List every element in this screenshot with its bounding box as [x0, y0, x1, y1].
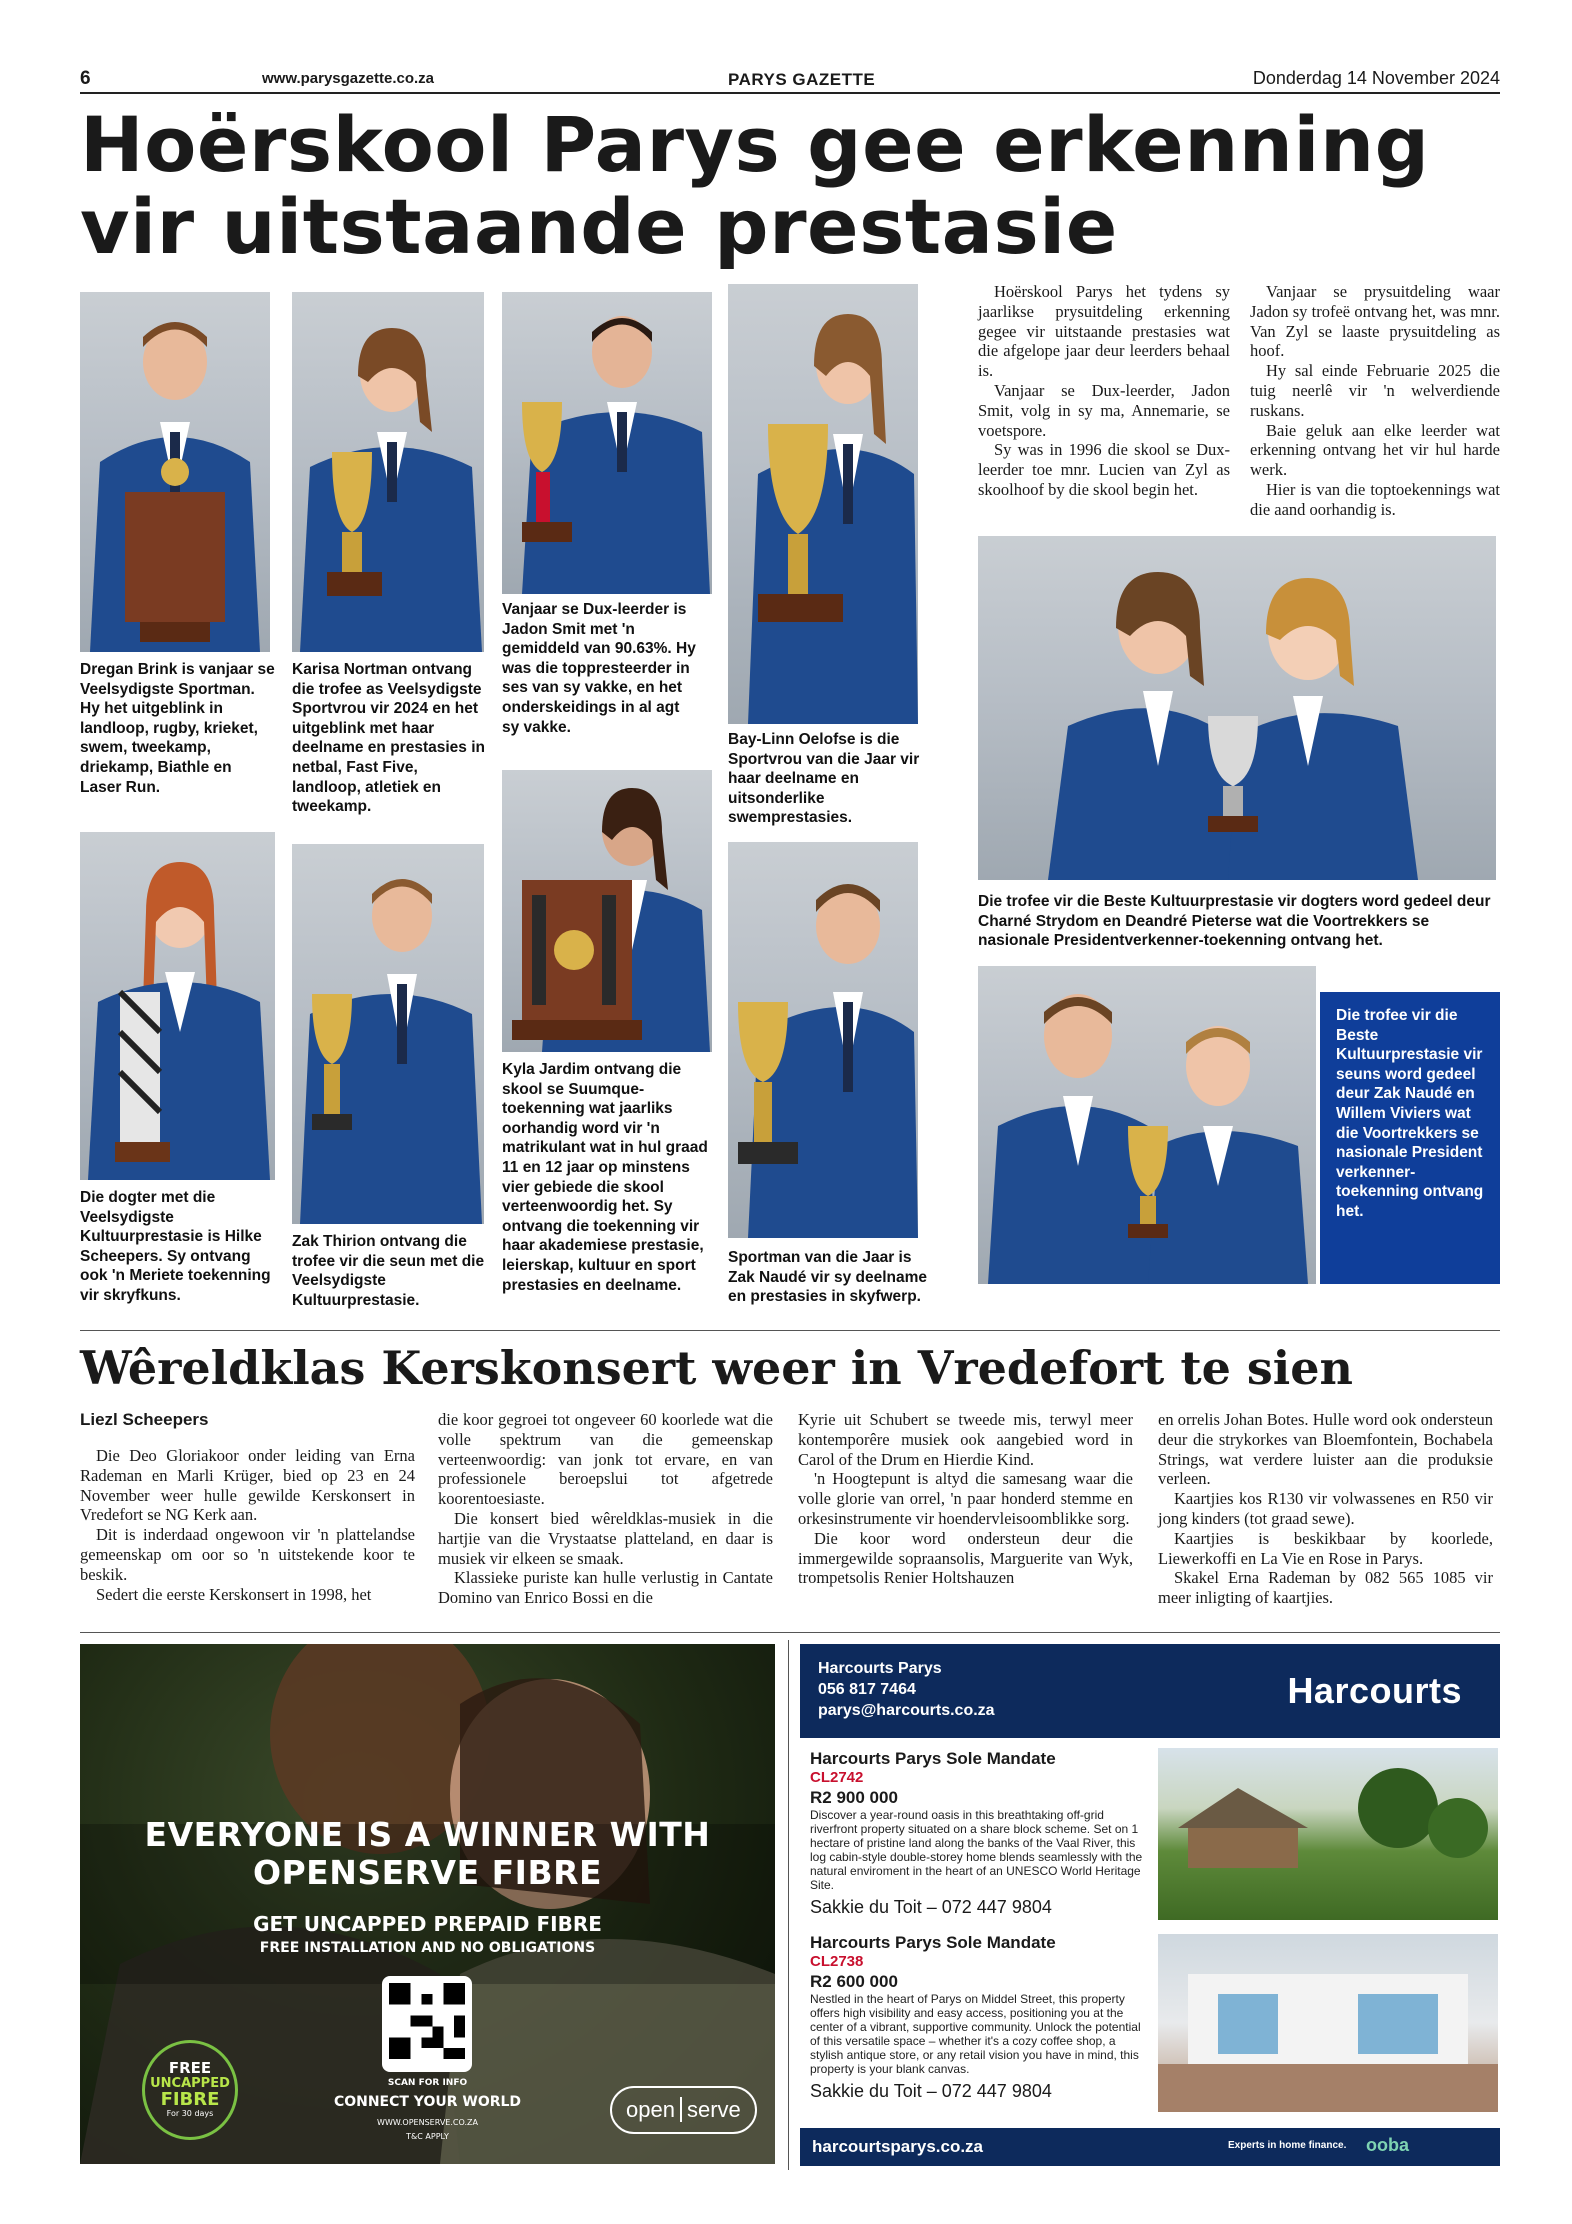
paragraph: 'n Hoogtepunt is altyd die samesang waar die volle glorie van orrel, 'n paar honderd stemme en orkesinstrumente vir hoendervleisoomblikke sorg. — [798, 1469, 1133, 1528]
headline-line-2: vir uitstaande prestasie — [80, 182, 1118, 271]
office-name: Harcourts Parys — [818, 1660, 942, 1677]
photo-boys-pair — [978, 966, 1316, 1284]
article-col-1 — [978, 282, 1230, 500]
paragraph: die koor gegroei tot ongeveer 60 koorlede wat die volle spektrum van die gemeenskap verteenwoordig: van jonk tot ervare, en van professionele beroepslui tot afgetrede koorentoesiaste. — [438, 1410, 773, 1509]
listing-contact[interactable]: Sakkie du Toit – 072 447 9804 — [810, 1897, 1052, 1917]
harcourts-logo: Harcourts — [1287, 1670, 1462, 1711]
openserve-logo — [610, 2086, 757, 2134]
qr-code-icon[interactable] — [382, 1976, 472, 2072]
ooba-logo: ooba — [1366, 2135, 1409, 2155]
caption-kyla: Kyla Jardim ontvang die skool se Suumque-toekenning wat jaarliks oorhandig word vir 'n matrikulant wat in hul graad 11 en 12 jaar op minstens vier gebiede die skool verteenwoordig het. Sy ontvang die toekenning vir haar akademiese prestasie, leierskap, kultuur en sport prestasies en deelname. — [502, 1061, 708, 1294]
badge-line: For 30 days — [166, 2109, 214, 2118]
paragraph: Die koor word ondersteun deur die immergewilde sopraansolis, Marguerite van Wyk, trompetsolis Renier Holtshauzen — [798, 1528, 1133, 1588]
paragraph: Klassieke puriste kan hulle verlustig in Cantate Domino van Enrico Bossi en die — [438, 1568, 773, 1608]
caption-bay-linn: Bay-Linn Oelofse is die Sportvrou van die Jaar vir haar deelname en uitsonderlike swemprestasies. — [728, 731, 920, 827]
uncapped-fibre-badge — [142, 2040, 238, 2140]
listing-description: Nestled in the heart of Parys on Middel Street, this property offers high visibility and easy access, positioning you at the center of a vibrant, supportive community. Unlock the potential of this versatile space – whether it's a cozy coffee shop, a stylish antique store, or any retail vision you have in mind, this property is your blank canvas. — [810, 1992, 1141, 2076]
ad-website[interactable]: WWW.OPENSERVE.CO.ZA — [377, 2118, 478, 2127]
caption-zak-thirion: Zak Thirion ontvang die trofee vir die seun met die Veelsydigste Kultuurprestasie. — [292, 1233, 485, 1309]
paragraph: Vanjaar se Dux-leerder, Jadon Smit, volg in sy ma, Annemarie, se voetspore. — [978, 380, 1230, 440]
connect-label: CONNECT YOUR WORLD — [333, 2094, 522, 2110]
page-header — [80, 68, 1500, 92]
article2-byline: Liezl Scheepers — [80, 1410, 209, 1429]
harcourts-ad[interactable] — [800, 1644, 1500, 2166]
article-col-2 — [1250, 282, 1500, 520]
paragraph: Hier is van die toptoekennings wat die aand oorhandig is. — [1250, 479, 1500, 519]
photo-zak-thirion — [292, 844, 484, 1224]
harcourts-contact — [818, 1658, 995, 1721]
paragraph: Kaartjies is beskikbaar by koorlede, Liewerkoffi en La Vie en Rose in Parys. — [1158, 1528, 1493, 1568]
caption-boys-pair-box: Die trofee vir die Beste Kultuurprestasie vir seuns word gedeel deur Zak Naudé en Willem Viviers wat die Voortrekkers se nasionale President verkenner-toekenning ontvang het. — [1320, 992, 1500, 1284]
paragraph: Hy sal einde Februarie 2025 die tuig neerlê vir 'n welverdiende ruskans. — [1250, 361, 1500, 420]
paragraph: Skakel Erna Rademan by 082 565 1085 vir meer inligting of kaartjies. — [1158, 1568, 1493, 1608]
openserve-ad[interactable] — [80, 1644, 775, 2164]
listing-contact[interactable]: Sakkie du Toit – 072 447 9804 — [810, 2081, 1052, 2101]
article2-headline: Wêreldklas Kerskonsert weer in Vredefort te sien — [80, 1341, 1353, 1395]
listing-2-photo — [1158, 1934, 1498, 2112]
listing-title: Harcourts Parys Sole Mandate — [810, 1749, 1056, 1768]
paragraph: Kaartjies kos R130 vir volwassenes en R50 vir jong kinders (tot graad sewe). — [1158, 1489, 1493, 1528]
listing-2[interactable] — [810, 1932, 1150, 2103]
section-rule — [80, 1330, 1500, 1331]
paragraph: Sy was in 1996 die skool se Dux-leerder toe mnr. Lucien van Zyl as skoolhoof by die skool begin het. — [978, 440, 1230, 499]
paragraph: Vanjaar se prysuitdeling waar Jadon sy trofeë ontvang het, was mnr. Van Zyl se laaste prysuitdeling as hoof. — [1250, 282, 1500, 361]
article2-col-2 — [438, 1410, 773, 1608]
paragraph: Kyrie uit Schubert se tweede mis, terwyl meer kontemporêre musiek ook aangebied word in Carol of the Drum en Hierdie Kind. — [798, 1410, 1133, 1469]
ad-title-2: OPENSERVE FIBRE — [252, 1853, 603, 1892]
caption-hilke: Die dogter met die Veelsydigste Kultuurprestasie is Hilke Scheepers. Sy ontvang ook 'n Meriete toekenning vir skryfkuns. — [80, 1189, 271, 1304]
office-phone[interactable]: 056 817 7464 — [818, 1681, 916, 1698]
listing-ref: CL2738 — [810, 1953, 864, 1970]
photo-karisa-nortman — [292, 292, 484, 652]
listing-price: R2 600 000 — [810, 1972, 898, 1991]
photo-kyla-jardim — [502, 770, 712, 1052]
badge-line: FREE — [168, 2059, 212, 2077]
ad-title-1: EVERYONE IS A WINNER WITH — [144, 1815, 711, 1854]
caption-girls-pair: Die trofee vir die Beste Kultuurprestasie vir dogters word gedeel deur Charné Strydom en Deandré Pieterse wat die Voortrekkers se nasionale Presidentverkenner-toekenning ontvang het. — [978, 893, 1491, 950]
caption-dregan: Dregan Brink is vanjaar se Veelsydigste Sportman. Hy het uitgeblink in landloop, rugby, krieket, swem, tweekamp, driekamp, Biathle en Laser Run. — [80, 661, 275, 796]
ad-subtitle-2: FREE INSTALLATION AND NO OBLIGATIONS — [259, 1940, 596, 1956]
harcourts-header — [800, 1644, 1500, 1738]
page-number: 6 — [80, 68, 91, 89]
footer-url[interactable]: harcourtsparys.co.za — [812, 2137, 984, 2156]
photo-bay-linn-oelofse — [728, 284, 918, 724]
paragraph: Hoërskool Parys het tydens sy jaarlikse prysuitdeling erkenning gegee vir uitstaande prestasies wat die afgelope jaar deur leerders behaal is. — [978, 282, 1230, 381]
article2-col-4 — [1158, 1410, 1493, 1608]
harcourts-footer — [800, 2128, 1500, 2166]
caption-karisa: Karisa Nortman ontvang die trofee as Veelsydigste Sportvrou vir 2024 en het uitgeblink met haar deelname en prestasies in netbal, Fast Five, landloop, atletiek en tweekamp. — [292, 661, 485, 816]
site-url[interactable]: www.parysgazette.co.za — [262, 70, 435, 87]
article2-col-3 — [798, 1410, 1133, 1588]
ad-tc: T&C APPLY — [406, 2132, 449, 2141]
ads-rule — [80, 1632, 1500, 1633]
badge-line: UNCAPPED — [150, 2076, 230, 2091]
photo-girls-pair — [978, 536, 1496, 880]
badge-line: FIBRE — [160, 2089, 220, 2110]
paragraph: Sedert die eerste Kerskonsert in 1998, het — [96, 1584, 372, 1604]
article-headline — [80, 100, 1520, 271]
caption-zak-naude: Sportman van die Jaar is Zak Naudé vir sy deelname en prestasies in skyfwerp. — [728, 1249, 928, 1306]
paragraph: Die Deo Gloriakoor onder leiding van Erna Rademan en Marli Krüger, bied op 23 en 24 November weer hulle gewilde Kerskonsert in Vredefort se NG Kerk aan. — [80, 1446, 415, 1525]
listing-price: R2 900 000 — [810, 1788, 898, 1807]
office-email[interactable]: parys@harcourts.co.za — [818, 1702, 995, 1719]
photo-jadon-smit — [502, 292, 712, 594]
ads-divider — [788, 1640, 789, 2170]
headline-line-1: Hoërskool Parys gee erkenning — [80, 100, 1430, 189]
photo-hilke-scheepers — [80, 832, 275, 1180]
listing-description: Discover a year-round oasis in this breathtaking off-grid riverfront property situated on a share block scheme. Set on 1 hectare of pristine land along the banks of the Vaal River, this log cabin-style double-storey home blends seamlessly with the natural enviroment in the heart of an UNESCO World Heritage Site. — [810, 1808, 1143, 1892]
footer-tag: Experts in home finance. — [1228, 2140, 1347, 2151]
header-rule — [80, 92, 1500, 94]
paragraph: Baie geluk aan elke leerder wat erkenning ontvang het vir hul harde werk. — [1250, 420, 1500, 480]
article2-col-1 — [80, 1446, 415, 1604]
logo-part: serve — [686, 2097, 741, 2122]
ad-subtitle: GET UNCAPPED PREPAID FIBRE — [253, 1912, 602, 1936]
caption-jadon: Vanjaar se Dux-leerder is Jadon Smit met 'n gemiddeld van 90.63%. Hy was die toppresteerder in ses van sy vakke, en het onderskeidings in al agt sy vakke. — [502, 601, 696, 736]
listing-title: Harcourts Parys Sole Mandate — [810, 1933, 1056, 1952]
issue-date: Donderdag 14 November 2024 — [1252, 68, 1500, 88]
listing-ref: CL2742 — [810, 1769, 864, 1786]
photo-zak-naude — [728, 842, 918, 1238]
photo-dregan-brink — [80, 292, 270, 652]
paragraph: Die konsert bied wêreldklas-musiek in die hartjie van die Vrystaatse platteland, en daar is musiek vir elkeen se smaak. — [438, 1508, 773, 1568]
paragraph: Dit is inderdaad ongewoon vir 'n plattelandse gemeenskap om oor so 'n uitstekende koor te beskik. — [80, 1525, 415, 1584]
listing-1-photo — [1158, 1748, 1498, 1920]
listing-1[interactable] — [810, 1748, 1150, 1919]
masthead: PARYS GAZETTE — [728, 70, 876, 89]
paragraph: en orrelis Johan Botes. Hulle word ook ondersteun deur die strykorkes van Bloemfontein, Bochabela Strings, wat verdere luister aan die produksie verleen. — [1158, 1410, 1493, 1489]
scan-label: SCAN FOR INFO — [387, 2078, 468, 2088]
logo-part: open — [626, 2097, 675, 2122]
